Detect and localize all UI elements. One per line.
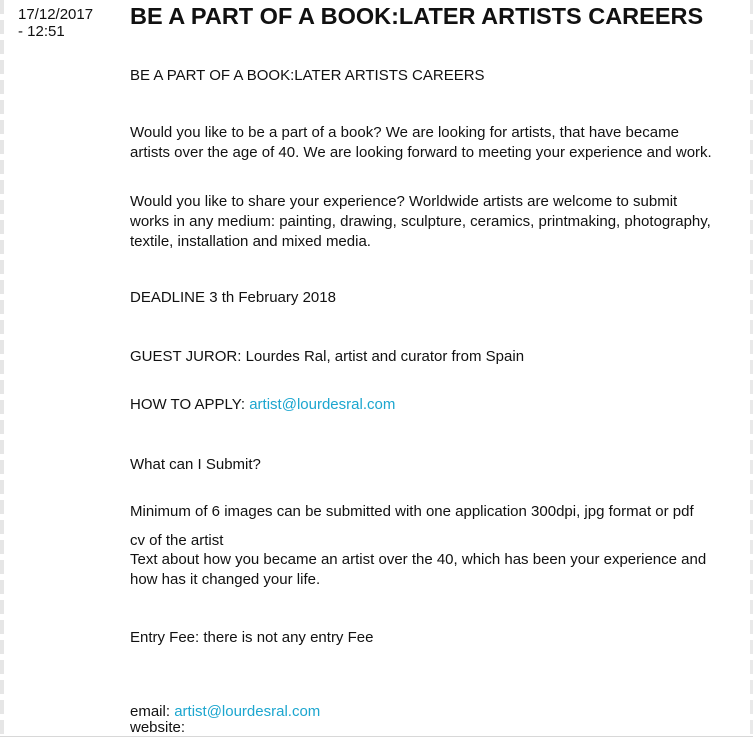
cv-text: cv of the artist — [130, 532, 224, 549]
text-about-paragraph: Text about how you became an artist over the 40, which has been your experience and how has it changed your life. — [130, 551, 707, 588]
website-label: website: — [130, 719, 186, 736]
email-label: email: — [130, 703, 175, 720]
apply-email-link[interactable]: artist@lourdesral.com — [249, 396, 396, 413]
post-datetime — [18, 6, 118, 40]
post-date: 17/12/2017 — [18, 6, 94, 23]
share-paragraph: Would you like to share your experience? Worldwide artists are welcome to submit works in any medium: painting, drawing, sculpture, ceramics, printmaking, photography, textile, installation and mixed media. — [130, 193, 711, 250]
entry-fee-text: Entry Fee: there is not any entry Fee — [130, 629, 374, 646]
left-decorative-stripe — [0, 0, 4, 738]
how-to-apply-label: HOW TO APPLY: — [130, 396, 250, 413]
post-title: BE A PART OF A BOOK:LATER ARTISTS CAREERS — [130, 3, 704, 29]
what-can-i-submit-heading: What can I Submit? — [130, 456, 261, 473]
how-to-apply-line — [130, 395, 720, 415]
intro-paragraph: Would you like to be a part of a book? We are looking for artists, that have became artists over the age of 40. We are looking forward to meeting your experience and work. — [130, 124, 712, 161]
minimum-images-text: Minimum of 6 images can be submitted with one application 300dpi, jpg format or pdf — [130, 503, 694, 520]
guest-juror-text: GUEST JUROR: Lourdes Ral, artist and curator from Spain — [130, 348, 525, 365]
contact-email-link[interactable]: artist@lourdesral.com — [174, 703, 321, 720]
deadline-text: DEADLINE 3 th February 2018 — [130, 289, 336, 306]
post-subtitle: BE A PART OF A BOOK:LATER ARTISTS CAREERS — [130, 67, 485, 84]
post-time: - 12:51 — [18, 23, 65, 40]
